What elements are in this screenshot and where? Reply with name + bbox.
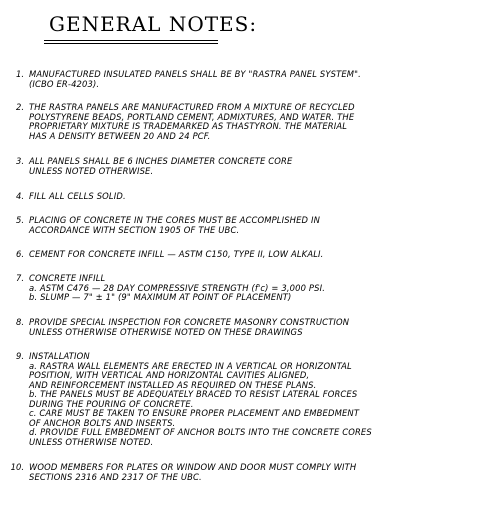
note-line: d. PROVIDE FULL EMBEDMENT OF ANCHOR BOLTS INTO THE CONCRETE CORES: [29, 427, 372, 437]
page-title: GENERAL NOTES:: [49, 12, 258, 36]
note-number: 4.: [16, 191, 24, 201]
note-line: POSITION, WITH VERTICAL AND HORIZONTAL CAVITIES ALIGNED,: [29, 370, 310, 380]
note-line: WOOD MEMBERS FOR PLATES OR WINDOW AND DOOR MUST COMPLY WITH: [29, 462, 357, 472]
note-line: INSTALLATION: [29, 351, 90, 361]
note-number: 10.: [10, 462, 24, 472]
note-line: PROPRIETARY MIXTURE IS TRADEMARKED AS THASTYRON. THE MATERIAL: [29, 121, 348, 131]
note-number: 6.: [16, 249, 24, 259]
note-text: [29, 250, 474, 260]
note-line: POLYSTYRENE BEADS, PORTLAND CEMENT, ADMIXTURES, AND WATER. THE: [29, 111, 355, 122]
note-line: HAS A DENSITY BETWEEN 20 AND 24 PCF.: [29, 130, 211, 141]
note-number: 8.: [16, 317, 24, 327]
note-line: CONCRETE INFILL: [29, 273, 106, 283]
note-line: PLACING OF CONCRETE IN THE CORES MUST BE ACCOMPLISHED IN: [29, 215, 321, 225]
note-text: [29, 216, 474, 235]
note-text: [29, 274, 474, 303]
note-number: 3.: [16, 156, 24, 166]
note-number: 1.: [16, 69, 24, 79]
note-line: UNLESS OTHERWISE NOTED.: [29, 436, 154, 447]
note-line: CEMENT FOR CONCRETE INFILL — ASTM C150, TYPE II, LOW ALKALI.: [29, 249, 324, 259]
note-text: [29, 70, 474, 89]
note-line: ALL PANELS SHALL BE 6 INCHES DIAMETER CONCRETE CORE: [29, 156, 293, 166]
note-line: SECTIONS 2316 AND 2317 OF THE UBC.: [29, 471, 202, 482]
note-line: UNLESS OTHERWISE OTHERWISE NOTED ON THESE DRAWINGS: [29, 326, 303, 337]
note-text: [29, 318, 474, 337]
note-line: THE RASTRA PANELS ARE MANUFACTURED FROM A MIXTURE OF RECYCLED: [29, 102, 355, 112]
note-line: MANUFACTURED INSULATED PANELS SHALL BE BY "RASTRA PANEL SYSTEM".: [29, 69, 361, 79]
note-line: b. THE PANELS MUST BE ADEQUATELY BRACED TO RESIST LATERAL FORCES: [29, 389, 358, 399]
title-underline-lower: [44, 43, 218, 44]
note-line: b. SLUMP — 7" ± 1" (9" MAXIMUM AT POINT OF PLACEMENT): [29, 292, 292, 302]
note-line: a. RASTRA WALL ELEMENTS ARE ERECTED IN A VERTICAL OR HORIZONTAL: [29, 360, 352, 371]
note-line: c. CARE MUST BE TAKEN TO ENSURE PROPER PLACEMENT AND EMBEDMENT: [29, 408, 360, 418]
note-number: 7.: [16, 273, 24, 283]
note-text: [29, 352, 474, 447]
note-line: PROVIDE SPECIAL INSPECTION FOR CONCRETE MASONRY CONSTRUCTION: [29, 317, 350, 327]
note-line: AND REINFORCEMENT INSTALLED AS REQUIRED ON THESE PLANS.: [29, 379, 317, 390]
note-number: 5.: [16, 215, 24, 225]
note-text: [29, 463, 474, 482]
note-line: DURING THE POURING OF CONCRETE.: [29, 398, 194, 409]
note-line: ACCORDANCE WITH SECTION 1905 OF THE UBC.: [29, 224, 240, 235]
note-line: (ICBO ER-4203).: [29, 78, 100, 89]
note-line: UNLESS NOTED OTHERWISE.: [29, 165, 154, 176]
note-line: a. ASTM C476 — 28 DAY COMPRESSIVE STRENGTH (f'c) = 3,000 PSI.: [29, 282, 326, 293]
note-text: [29, 157, 474, 176]
note-number: 9.: [16, 351, 24, 361]
title-underline-upper: [44, 40, 218, 41]
note-line: FILL ALL CELLS SOLID.: [29, 191, 126, 201]
note-number: 2.: [16, 102, 24, 112]
note-text: [29, 192, 474, 202]
note-line: OF ANCHOR BOLTS AND INSERTS.: [29, 417, 176, 428]
note-text: [29, 103, 474, 141]
